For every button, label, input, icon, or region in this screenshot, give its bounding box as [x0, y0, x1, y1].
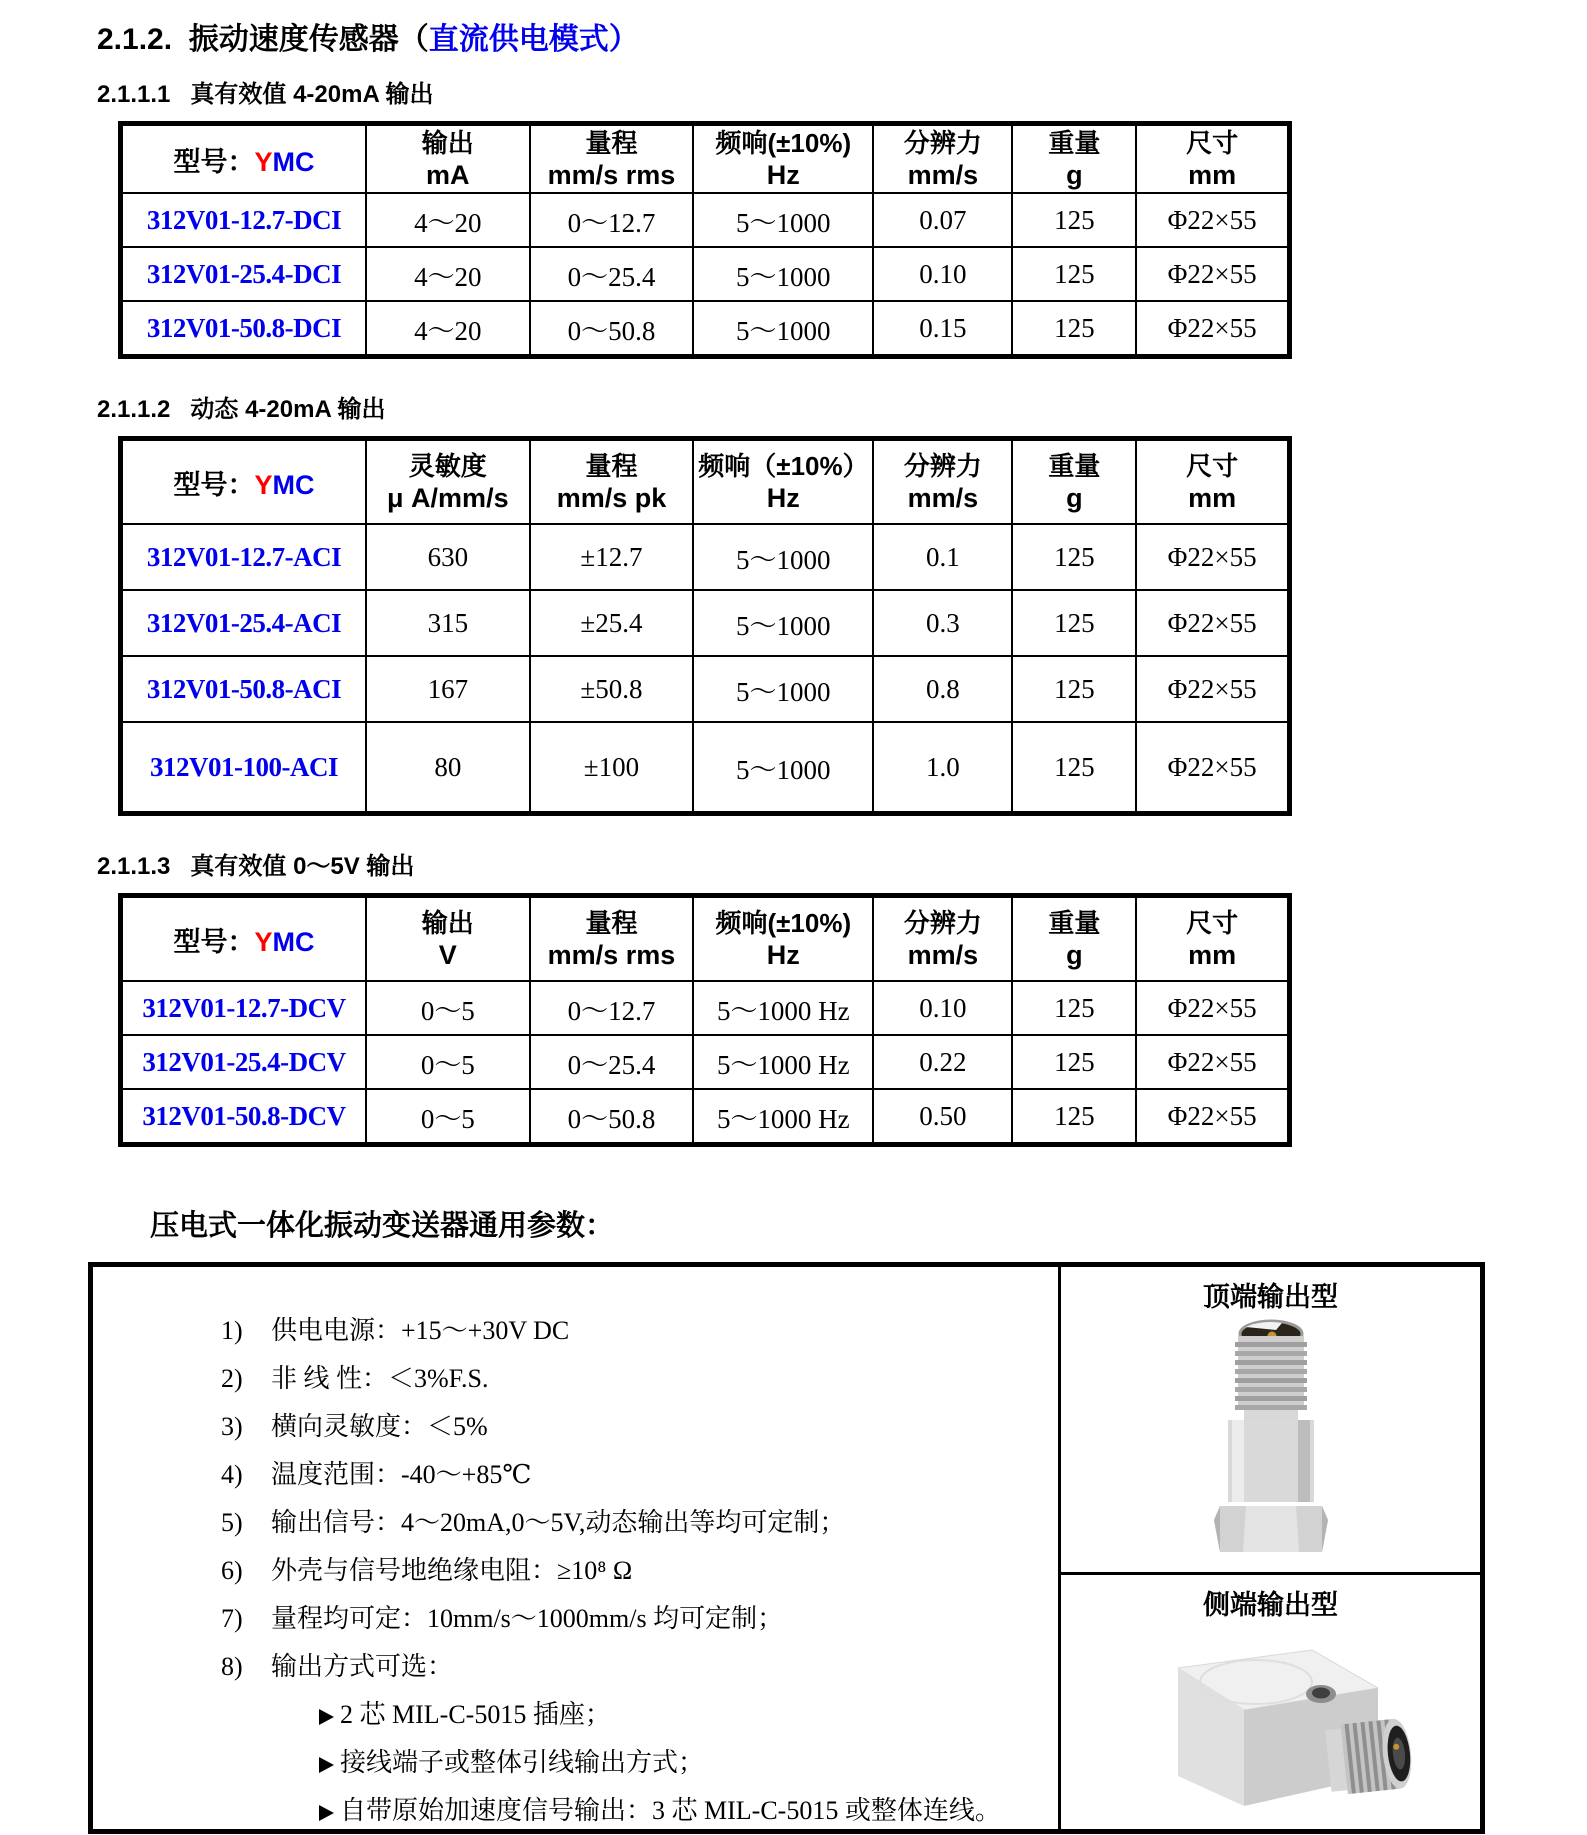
col-unit: mm/s: [907, 940, 979, 970]
param-text: 自带原始加速度信号输出：3 芯 MIL-C-5015 或整体连线。: [340, 1796, 1001, 1825]
param-sub-bullet: [221, 1691, 1048, 1739]
value-cell: 80: [366, 722, 530, 814]
value-cell: 0～50.8: [530, 1089, 694, 1145]
value-cell: 0.1: [873, 524, 1012, 590]
value-cell: 5～1000: [693, 247, 873, 301]
param-item: [221, 1355, 1048, 1403]
model-header-cell: [121, 896, 366, 982]
col-header-output: [366, 896, 530, 982]
value-cell: 125: [1012, 656, 1136, 722]
model-cell: 312V01-12.7-DCV: [121, 981, 366, 1035]
param-number: 7): [221, 1604, 243, 1633]
datasheet-page: [0, 14, 1587, 1834]
value-cell: 5～1000 Hz: [693, 1089, 873, 1145]
arrowhead-bullet-icon: [319, 1757, 334, 1773]
table-row: [121, 1035, 1290, 1089]
value-cell: 0～12.7: [530, 193, 694, 247]
value-cell: ±12.7: [530, 524, 694, 590]
side-output-cell: [1061, 1575, 1480, 1814]
col-header-resolution: [873, 439, 1012, 525]
common-params-box: [88, 1262, 1485, 1834]
table-row: [121, 981, 1290, 1035]
col-label: 频响(±10%): [715, 908, 852, 938]
table-header-row: [121, 124, 1290, 194]
table-header-row: [121, 896, 1290, 982]
col-unit: mm: [1188, 940, 1237, 970]
param-number: 2): [221, 1364, 243, 1393]
param-item: [221, 1643, 1048, 1691]
model-header-cell: [121, 124, 366, 194]
value-cell: 1.0: [873, 722, 1012, 814]
param-number: 3): [221, 1412, 243, 1441]
col-label: 尺寸: [1186, 451, 1239, 481]
model-header-cell: [121, 439, 366, 525]
value-cell: ±25.4: [530, 590, 694, 656]
side-output-label: 侧端输出型: [1203, 1590, 1338, 1620]
value-cell: 125: [1012, 247, 1136, 301]
value-cell: 4～20: [366, 247, 530, 301]
top-output-label: 顶端输出型: [1203, 1282, 1338, 1312]
table-row: [121, 524, 1290, 590]
value-cell: 125: [1012, 1035, 1136, 1089]
product-images-panel: [1061, 1267, 1480, 1829]
col-unit: mm/s: [907, 160, 979, 190]
value-cell: 5～1000: [693, 193, 873, 247]
table-header-row: [121, 439, 1290, 525]
table-row: [121, 247, 1290, 301]
value-cell: 0～5: [366, 981, 530, 1035]
col-header-range: [530, 439, 694, 525]
param-text: 横向灵敏度：＜5%: [271, 1412, 488, 1441]
model-cell: 312V01-25.4-DCV: [121, 1035, 366, 1089]
value-cell: 0.3: [873, 590, 1012, 656]
value-cell: Φ22×55: [1136, 193, 1289, 247]
col-header-resolution: [873, 896, 1012, 982]
value-cell: Φ22×55: [1136, 590, 1289, 656]
col-label: 量程: [585, 451, 638, 481]
col-unit: Hz: [766, 483, 800, 513]
col-label: 输出: [421, 128, 474, 158]
value-cell: Φ22×55: [1136, 981, 1289, 1035]
col-header-frequency: [693, 896, 873, 982]
arrowhead-bullet-icon: [319, 1805, 334, 1821]
section-heading-dynamic-4-20ma: 2.1.1.2 动态 4-20mA 输出: [97, 396, 386, 423]
value-cell: 4～20: [366, 301, 530, 357]
arrowhead-bullet-icon: [319, 1709, 334, 1725]
value-cell: Φ22×55: [1136, 301, 1289, 357]
table-row: [121, 656, 1290, 722]
model-label: 型号：: [173, 469, 255, 500]
value-cell: 5～1000 Hz: [693, 1035, 873, 1089]
value-cell: 125: [1012, 524, 1136, 590]
table-dynamic-4-20ma-output: [118, 436, 1292, 816]
param-text: 供电电源：+15～+30V DC: [271, 1316, 570, 1345]
model-label: 型号：: [173, 926, 255, 957]
table-row: [121, 590, 1290, 656]
param-text: 输出信号：4～20mA,0～5V,动态输出等均可定制；: [271, 1508, 846, 1537]
top-output-cell: [1061, 1267, 1480, 1575]
col-unit: mm/s pk: [556, 483, 667, 513]
col-label: 频响(±10%): [715, 128, 852, 158]
col-header-weight: [1012, 124, 1136, 194]
value-cell: 5～1000: [693, 301, 873, 357]
model-cell: 312V01-50.8-ACI: [121, 656, 366, 722]
value-cell: 0～12.7: [530, 981, 694, 1035]
col-unit: mm: [1188, 483, 1237, 513]
table-rms-4-20ma-output: [118, 121, 1292, 359]
value-cell: 4～20: [366, 193, 530, 247]
value-cell: 125: [1012, 981, 1136, 1035]
param-text: 接线端子或整体引线输出方式；: [340, 1748, 705, 1777]
value-cell: 0～25.4: [530, 247, 694, 301]
col-label: 分辨力: [903, 908, 982, 938]
col-unit: mm: [1188, 160, 1237, 190]
value-cell: 0.50: [873, 1089, 1012, 1145]
col-label: 频响（±10%）: [698, 451, 869, 481]
col-label: 输出: [421, 908, 474, 938]
param-item: [221, 1499, 1048, 1547]
col-label: 灵敏度: [408, 451, 487, 481]
col-header-size: [1136, 439, 1289, 525]
col-header-size: [1136, 896, 1289, 982]
col-header-output: [366, 124, 530, 194]
param-number: 8): [221, 1652, 243, 1681]
model-cell: 312V01-12.7-ACI: [121, 524, 366, 590]
model-label: 型号：: [173, 146, 255, 177]
param-item: [221, 1403, 1048, 1451]
param-item: [221, 1307, 1048, 1355]
col-label: 尺寸: [1186, 128, 1239, 158]
value-cell: 5～1000: [693, 590, 873, 656]
value-cell: 5～1000 Hz: [693, 981, 873, 1035]
value-cell: 5～1000: [693, 656, 873, 722]
value-cell: Φ22×55: [1136, 1089, 1289, 1145]
param-text: 非 线 性：＜3%F.S.: [271, 1364, 489, 1393]
col-unit: mm/s rms: [547, 160, 676, 190]
col-label: 尺寸: [1186, 908, 1239, 938]
col-header-size: [1136, 124, 1289, 194]
param-item: [221, 1595, 1048, 1643]
page-title: [97, 14, 1587, 58]
value-cell: 0.10: [873, 981, 1012, 1035]
col-unit: mA: [426, 160, 470, 190]
value-cell: ±50.8: [530, 656, 694, 722]
col-label: 量程: [585, 908, 638, 938]
table-row: [121, 193, 1290, 247]
col-header-frequency: [693, 439, 873, 525]
col-label: 重量: [1048, 128, 1101, 158]
col-header-range: [530, 124, 694, 194]
side-output-sensor-photo: [1116, 1626, 1426, 1814]
param-text: 输出方式可选：: [271, 1652, 454, 1681]
col-label: 量程: [585, 128, 638, 158]
value-cell: 125: [1012, 193, 1136, 247]
value-cell: 315: [366, 590, 530, 656]
value-cell: 0.15: [873, 301, 1012, 357]
value-cell: 0～25.4: [530, 1035, 694, 1089]
model-cell: 312V01-25.4-ACI: [121, 590, 366, 656]
param-sub-bullet: [221, 1787, 1048, 1835]
brand-mc: MC: [272, 926, 315, 957]
param-number: 4): [221, 1460, 243, 1489]
value-cell: 125: [1012, 590, 1136, 656]
col-unit: mm/s rms: [547, 940, 676, 970]
brand-mc: MC: [272, 469, 315, 500]
col-header-resolution: [873, 124, 1012, 194]
value-cell: 0.22: [873, 1035, 1012, 1089]
value-cell: Φ22×55: [1136, 722, 1289, 814]
table-rms-0-5v-output: [118, 893, 1292, 1147]
col-unit: Hz: [766, 160, 800, 190]
page-title-text: 2.1.2. 振动速度传感器（: [97, 23, 429, 56]
value-cell: Φ22×55: [1136, 656, 1289, 722]
param-number: 6): [221, 1556, 243, 1585]
col-label: 重量: [1048, 451, 1101, 481]
table-row: [121, 1089, 1290, 1145]
value-cell: 125: [1012, 722, 1136, 814]
col-label: 分辨力: [903, 451, 982, 481]
page-title-highlight: 直流供电模式）: [428, 23, 639, 56]
col-unit: g: [1066, 940, 1083, 970]
model-cell: 312V01-100-ACI: [121, 722, 366, 814]
param-number: 5): [221, 1508, 243, 1537]
table-row: [121, 301, 1290, 357]
value-cell: 5～1000: [693, 722, 873, 814]
top-output-sensor-photo: [1186, 1318, 1356, 1560]
brand-y: Y: [254, 469, 273, 500]
value-cell: Φ22×55: [1136, 1035, 1289, 1089]
model-cell: 312V01-50.8-DCV: [121, 1089, 366, 1145]
value-cell: 0.8: [873, 656, 1012, 722]
col-header-frequency: [693, 124, 873, 194]
param-text: 外壳与信号地绝缘电阻：≥10⁸ Ω: [271, 1556, 633, 1585]
param-list: [93, 1267, 1061, 1829]
value-cell: 0～50.8: [530, 301, 694, 357]
param-text: 温度范围：-40～+85℃: [271, 1460, 532, 1489]
param-item: [221, 1451, 1048, 1499]
brand-mc: MC: [272, 146, 315, 177]
col-unit: V: [438, 940, 457, 970]
value-cell: 0.10: [873, 247, 1012, 301]
param-sub-bullet: [221, 1739, 1048, 1787]
value-cell: 0.07: [873, 193, 1012, 247]
value-cell: 125: [1012, 1089, 1136, 1145]
table-row: [121, 722, 1290, 814]
brand-y: Y: [254, 926, 273, 957]
param-text: 2 芯 MIL-C-5015 插座；: [340, 1700, 611, 1729]
col-unit: μ A/mm/s: [387, 483, 509, 513]
model-cell: 312V01-25.4-DCI: [121, 247, 366, 301]
brand-y: Y: [254, 146, 273, 177]
value-cell: 0～5: [366, 1035, 530, 1089]
col-unit: mm/s: [907, 483, 979, 513]
value-cell: Φ22×55: [1136, 247, 1289, 301]
value-cell: ±100: [530, 722, 694, 814]
common-params-heading: 压电式一体化振动变送器通用参数：: [150, 1210, 615, 1242]
value-cell: 630: [366, 524, 530, 590]
col-header-weight: [1012, 439, 1136, 525]
value-cell: 125: [1012, 301, 1136, 357]
value-cell: 0～5: [366, 1089, 530, 1145]
value-cell: Φ22×55: [1136, 524, 1289, 590]
value-cell: 167: [366, 656, 530, 722]
col-unit: Hz: [766, 940, 800, 970]
param-number: 1): [221, 1316, 243, 1345]
col-unit: g: [1066, 483, 1083, 513]
section-heading-rms-0-5v: 2.1.1.3 真有效值 0～5V 输出: [97, 853, 415, 880]
col-label: 分辨力: [903, 128, 982, 158]
value-cell: 5～1000: [693, 524, 873, 590]
col-unit: g: [1066, 160, 1083, 190]
model-cell: 312V01-12.7-DCI: [121, 193, 366, 247]
col-label: 重量: [1048, 908, 1101, 938]
col-header-weight: [1012, 896, 1136, 982]
param-text: 量程均可定：10mm/s～1000mm/s 均可定制；: [271, 1604, 784, 1633]
param-item: [221, 1547, 1048, 1595]
model-cell: 312V01-50.8-DCI: [121, 301, 366, 357]
col-header-range: [530, 896, 694, 982]
col-header-sensitivity: [366, 439, 530, 525]
section-heading-rms-4-20ma: 2.1.1.1 真有效值 4-20mA 输出: [97, 81, 434, 108]
